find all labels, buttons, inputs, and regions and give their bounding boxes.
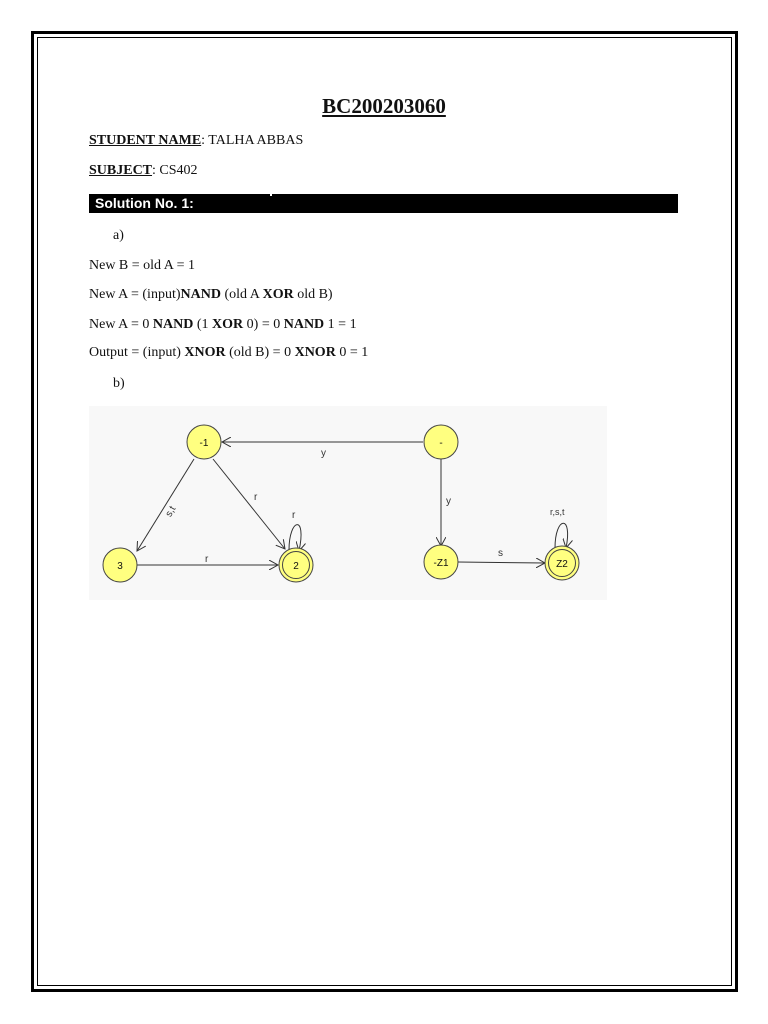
student-name-value: : TALHA ABBAS xyxy=(201,133,304,148)
svg-text:-: - xyxy=(439,438,443,449)
svg-text:-1: -1 xyxy=(199,438,209,449)
svg-text:-Z1: -Z1 xyxy=(433,558,449,569)
edge-loop-2 xyxy=(289,525,301,551)
edge-m1-to-3 xyxy=(137,459,194,551)
state-diagram xyxy=(89,406,607,600)
equation-line-1 xyxy=(89,258,195,274)
student-name-line xyxy=(89,133,303,149)
node-mz1 xyxy=(424,545,458,579)
subject-line xyxy=(89,163,198,179)
edge-label-loop-2: r xyxy=(292,510,296,521)
edge-label-start-to-m1: y xyxy=(321,448,326,459)
node-m1 xyxy=(187,425,221,459)
edge-label-m1-to-2: r xyxy=(254,492,258,503)
document-title: BC200203060 xyxy=(322,94,446,118)
node-start xyxy=(424,425,458,459)
solution-heading: Solution No. 1: xyxy=(95,195,194,211)
subject-label: SUBJECT xyxy=(89,163,153,178)
solution-heading-bar xyxy=(89,194,678,213)
node-z2 xyxy=(545,546,579,580)
part-a-label: a) xyxy=(113,228,124,243)
edge-label-mz1-to-z2: s xyxy=(498,548,503,559)
equation-line-2: New A = (input)NAND (old A XOR old B) xyxy=(89,287,333,302)
part-b-label: b) xyxy=(113,376,125,391)
edge-label-start-to-mz1: y xyxy=(446,496,451,507)
equation-line-3: New A = 0 NAND (1 XOR 0) = 0 NAND 1 = 1 xyxy=(89,317,357,332)
subject-value: : CS402 xyxy=(152,163,198,178)
svg-text:3: 3 xyxy=(117,561,123,572)
edge-label-loop-z2: r,s,t xyxy=(550,507,565,517)
edge-mz1-to-z2 xyxy=(458,562,545,563)
edge-label-m1-to-3: s,t xyxy=(163,504,179,519)
edge-label-3-to-2: r xyxy=(205,554,209,565)
equation-text: New B = old A = 1 xyxy=(89,258,196,273)
svg-text:Z2: Z2 xyxy=(556,559,568,570)
student-name-label: STUDENT NAME xyxy=(89,133,202,148)
equation-line-4: Output = (input) XNOR (old B) = 0 XNOR 0 = 1 xyxy=(89,345,369,360)
node-2 xyxy=(279,548,313,582)
svg-text:2: 2 xyxy=(293,561,299,572)
node-3 xyxy=(103,548,137,582)
edge-loop-z2 xyxy=(555,523,568,548)
edge-m1-to-2 xyxy=(213,459,285,549)
